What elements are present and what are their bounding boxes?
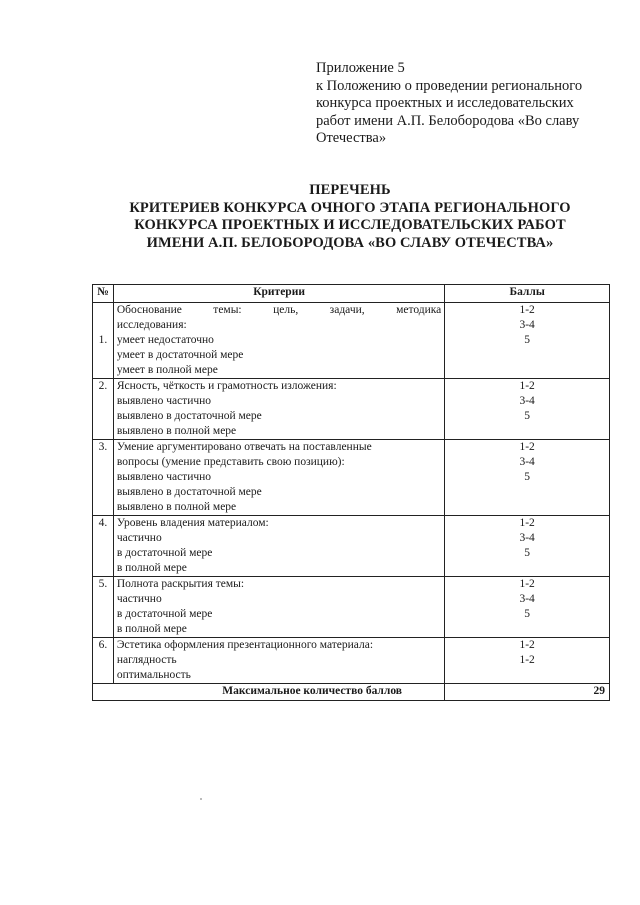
table-header-row <box>93 285 610 303</box>
title-word: методика <box>396 304 442 316</box>
criterion-item: в достаточной мере <box>116 547 213 559</box>
points-value: 5 <box>524 334 531 346</box>
title-word: задачи, <box>329 304 365 316</box>
points-value: 3-4 <box>519 456 535 468</box>
criterion-item: наглядность <box>116 654 177 666</box>
row-number: 3. <box>93 440 114 516</box>
criterion-item: выявлено частично <box>116 395 212 407</box>
document-heading <box>90 182 610 252</box>
table-row <box>93 516 610 577</box>
criterion-item: выявлено частично <box>116 471 212 483</box>
row-number: 5. <box>93 577 114 638</box>
table-row <box>93 379 610 440</box>
header-criteria: Критерии <box>113 285 444 303</box>
table-row <box>93 577 610 638</box>
points-value: 5 <box>524 547 531 559</box>
criterion-item: в достаточной мере <box>116 608 213 620</box>
criterion-title: Ясность, чёткость и грамотность изложения: <box>116 380 337 392</box>
points-value: 3-4 <box>519 319 535 331</box>
points-value: 1-2 <box>519 639 535 651</box>
total-value: 29 <box>445 684 610 701</box>
appendix-note <box>316 60 616 148</box>
points-cell <box>445 638 610 684</box>
heading-line: КОНКУРСА ПРОЕКТНЫХ И ИССЛЕДОВАТЕЛЬСКИХ РАБОТ <box>134 217 566 233</box>
points-cell <box>445 303 610 379</box>
appendix-line: работ имени А.П. Белобородова «Во славу <box>316 112 580 129</box>
criterion-item: оптимальность <box>116 669 191 681</box>
criterion-title: Полнота раскрытия темы: <box>116 578 245 590</box>
table-row <box>93 638 610 684</box>
criterion-item: частично <box>116 593 162 605</box>
total-row <box>93 684 610 701</box>
title-word: цель, <box>273 304 299 316</box>
header-points: Баллы <box>445 285 610 303</box>
row-number: 4. <box>93 516 114 577</box>
scan-speck <box>200 798 202 800</box>
heading-line: КРИТЕРИЕВ КОНКУРСА ОЧНОГО ЭТАПА РЕГИОНАЛЬНОГО <box>129 199 571 216</box>
criterion-item: выявлено в достаточной мере <box>116 410 262 422</box>
criterion-title: Уровень владения материалом: <box>116 517 269 529</box>
criterion-cell <box>113 303 444 379</box>
criterion-title-cont: исследования: <box>116 319 187 331</box>
points-value: 1-2 <box>519 517 535 529</box>
appendix-line: конкурса проектных и исследовательских <box>316 95 574 111</box>
points-value: 5 <box>524 608 531 620</box>
points-value: 1-2 <box>519 578 535 590</box>
criterion-title <box>117 303 441 318</box>
criterion-item: выявлено в полной мере <box>116 425 237 437</box>
points-value: 1-2 <box>519 380 535 392</box>
criterion-item: умеет в достаточной мере <box>116 349 244 361</box>
criterion-title-cont: вопросы (умение представить свою позицию): <box>116 456 345 468</box>
points-value: 3-4 <box>519 593 535 605</box>
criterion-title: Эстетика оформления презентационного материала: <box>116 639 374 651</box>
appendix-line: к Положению о проведении регионального <box>316 77 583 94</box>
criterion-item: частично <box>116 532 162 544</box>
row-number: 6. <box>93 638 114 684</box>
table-row <box>93 303 610 379</box>
appendix-line: Приложение 5 <box>316 60 405 76</box>
criterion-item: выявлено в полной мере <box>116 501 237 513</box>
points-cell <box>445 577 610 638</box>
total-label: Максимальное количество баллов <box>93 684 445 701</box>
criterion-item: умеет в полной мере <box>116 364 218 376</box>
criterion-cell <box>113 440 444 516</box>
heading-title: ПЕРЕЧЕНЬ <box>309 182 391 198</box>
points-value: 5 <box>524 471 531 483</box>
points-value: 1-2 <box>519 441 535 453</box>
appendix-line: Отечества» <box>316 130 387 146</box>
points-value: 5 <box>524 410 531 422</box>
header-num: № <box>93 285 114 303</box>
criterion-cell <box>113 379 444 440</box>
table-row <box>93 440 610 516</box>
criteria-table <box>92 284 610 701</box>
criterion-item: в полной мере <box>116 562 187 574</box>
row-number: 1. <box>93 303 114 379</box>
points-value: 1-2 <box>519 304 535 316</box>
title-word: темы: <box>213 304 242 316</box>
criterion-title: Умение аргументировано отвечать на поставленные <box>116 441 372 453</box>
points-value: 1-2 <box>519 654 535 666</box>
title-word: Обоснование <box>116 304 182 316</box>
points-value: 3-4 <box>519 532 535 544</box>
criterion-cell <box>113 577 444 638</box>
row-number: 2. <box>93 379 114 440</box>
criterion-item: в полной мере <box>116 623 187 635</box>
points-value: 3-4 <box>519 395 535 407</box>
points-cell <box>445 516 610 577</box>
heading-line: ИМЕНИ А.П. БЕЛОБОРОДОВА «ВО СЛАВУ ОТЕЧЕСТВА» <box>146 234 554 251</box>
criterion-cell <box>113 638 444 684</box>
points-cell <box>445 379 610 440</box>
criterion-item: выявлено в достаточной мере <box>116 486 262 498</box>
criterion-cell <box>113 516 444 577</box>
criterion-item: умеет недостаточно <box>116 334 214 346</box>
points-cell <box>445 440 610 516</box>
